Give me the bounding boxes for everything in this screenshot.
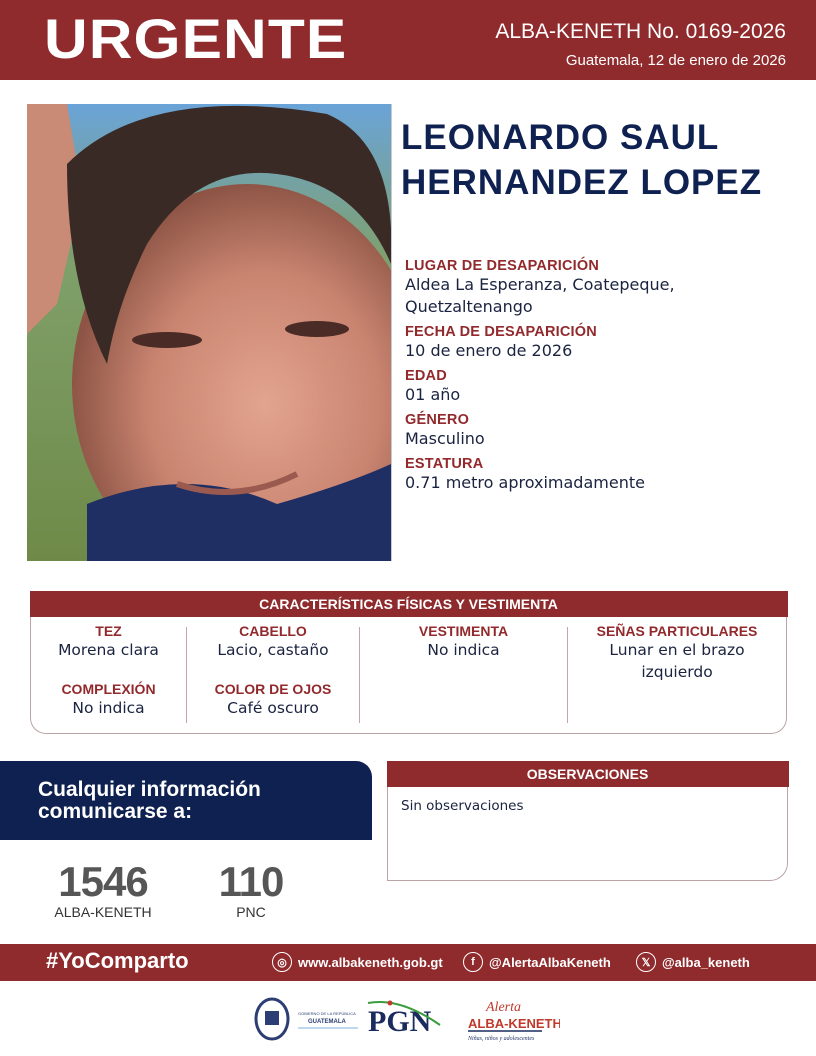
complexion-label: COMPLEXIÓN [61, 681, 156, 697]
header-banner [0, 0, 816, 80]
detail-value-age: 01 año [405, 385, 461, 404]
detail-label-gender: GÉNERO [405, 412, 470, 428]
detail-value-date: 10 de enero de 2026 [405, 341, 573, 360]
person-details [405, 258, 805, 500]
name-line-2: HERNANDEZ LOPEZ [401, 163, 763, 202]
eye-color-label: COLOR DE OJOS [214, 681, 332, 697]
hair-label: CABELLO [239, 623, 307, 639]
characteristics-panel [30, 591, 787, 734]
svg-text:GOBIERNO DE LA REPÚBLICA: GOBIERNO DE LA REPÚBLICA [298, 1011, 356, 1016]
detail-label-date: FECHA DE DESAPARICIÓN [405, 324, 597, 340]
place-date: Guatemala, 12 de enero de 2026 [565, 52, 786, 69]
svg-text:Alerta: Alerta [486, 1000, 521, 1015]
detail-label-place: LUGAR DE DESAPARICIÓN [405, 258, 600, 274]
name-line-1: LEONARDO SAUL [401, 118, 720, 157]
observations-panel [387, 761, 788, 881]
photo-image [27, 104, 391, 561]
svg-text:Niñas, niños y adolescentes: Niñas, niños y adolescentes [468, 1036, 535, 1042]
column-hair-eyes [187, 623, 359, 719]
tez-value: Morena clara [58, 641, 159, 659]
website-link[interactable]: ◎ www.albakeneth.gob.gt [272, 952, 443, 972]
characteristics-title: CARACTERÍSTICAS FÍSICAS Y VESTIMENTA [30, 591, 788, 617]
footer-banner [0, 944, 816, 981]
eye-color-value: Café oscuro [227, 699, 319, 717]
observations-title: OBSERVACIONES [387, 761, 789, 787]
phone-pnc[interactable] [206, 860, 296, 920]
logos-row [250, 995, 560, 1045]
hashtag: #YoComparto [46, 948, 189, 973]
detail-label-height: ESTATURA [405, 456, 484, 472]
column-tez-complexion [31, 623, 186, 719]
svg-text:ALBA-KENETH: ALBA-KENETH [468, 1016, 560, 1031]
phone-alba-keneth[interactable] [42, 860, 164, 920]
vertical-divider [391, 104, 392, 561]
contact-banner [0, 761, 372, 840]
svg-text:PGN: PGN [368, 1005, 432, 1038]
person-name [401, 115, 762, 205]
detail-value-gender: Masculino [405, 429, 485, 448]
urgent-title: URGENTE [44, 7, 348, 70]
guatemala-coat-of-arms-icon [256, 999, 288, 1039]
x-link[interactable]: 𝕏 @alba_keneth [636, 952, 750, 972]
facebook-icon: f [463, 952, 483, 972]
column-marks [568, 623, 786, 683]
case-number: ALBA-KENETH No. 0169-2026 [495, 20, 786, 43]
institution-logos [250, 995, 560, 1045]
marks-value-line-2: izquierdo [641, 663, 713, 681]
facebook-link[interactable]: f @AlertaAlbaKeneth [463, 952, 611, 972]
child-photo [27, 104, 391, 561]
marks-label: SEÑAS PARTICULARES [596, 623, 758, 639]
tez-label: TEZ [95, 623, 122, 639]
svg-text:GUATEMALA: GUATEMALA [308, 1019, 346, 1025]
complexion-value: No indica [72, 699, 145, 717]
clothing-value: No indica [427, 641, 500, 659]
contact-text: Cualquier información comunicarse a: [38, 778, 261, 823]
phone-label: PNC [236, 904, 266, 920]
detail-value-height: 0.71 metro aproximadamente [405, 473, 645, 492]
detail-label-age: EDAD [405, 368, 447, 384]
hair-value: Lacio, castaño [217, 641, 329, 659]
globe-icon: ◎ [272, 952, 292, 972]
clothing-label: VESTIMENTA [418, 623, 509, 639]
observations-text: Sin observaciones [401, 798, 524, 814]
phone-label: ALBA-KENETH [54, 904, 152, 920]
phone-number: 110 [218, 858, 284, 905]
column-clothing [360, 623, 567, 661]
x-icon: 𝕏 [636, 952, 656, 972]
phone-number: 1546 [58, 858, 148, 905]
marks-value-line-1: Lunar en el brazo [609, 641, 745, 659]
detail-value-place: Aldea La Esperanza, Coatepeque, Quetzaltenango [405, 275, 675, 316]
